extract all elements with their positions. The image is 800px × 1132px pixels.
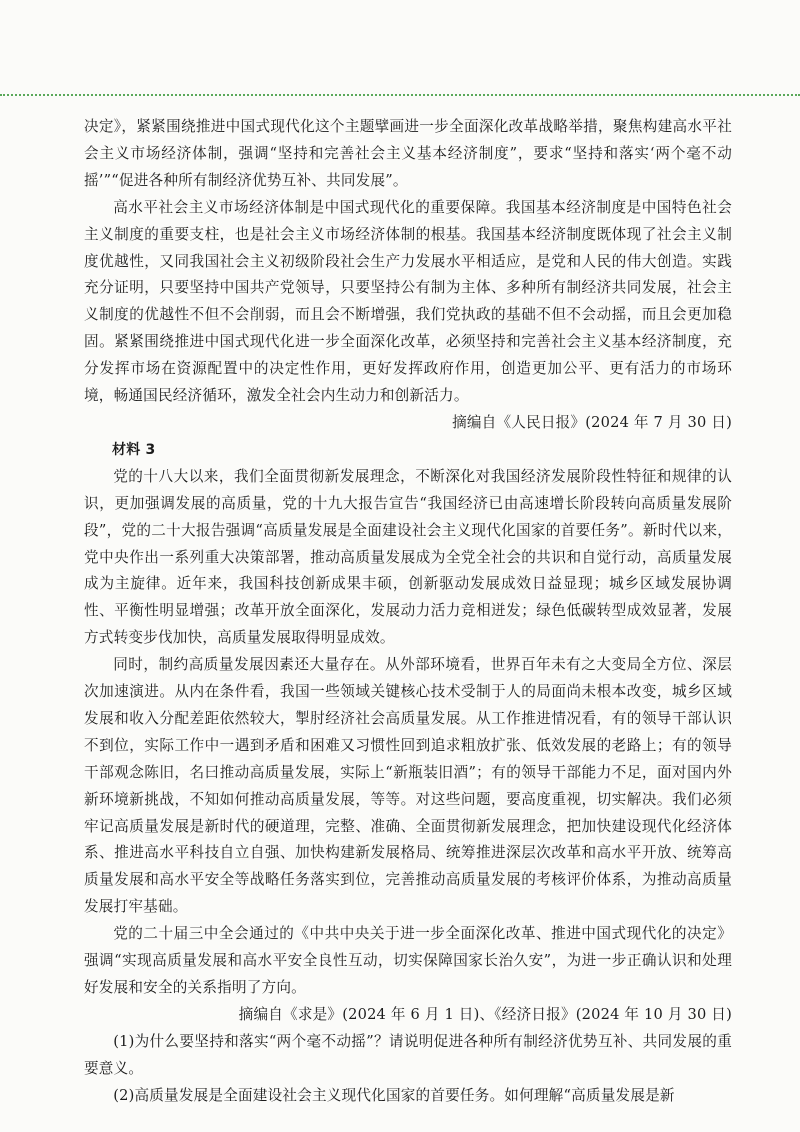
body-paragraph: 高水平社会主义市场经济体制是中国式现代化的重要保障。我国基本经济制度是中国特色社会主义制度的重要支柱，也是社会主义市场经济体制的根基。我国基本经济制度既体现了社会主义制度优越性，又同我国社会主义初级阶段社会生产力发展水平相适应，是党和人民的伟大创造。实践充分证明，只要坚持中国共产党领导，只要坚持公有制为主体、多种所有制经济共同发展，社会主义制度的优越性不但不会削弱，而且会不断增强，我们党执政的基础不但不会动摇，而且会更加稳固。紧紧围绕推进中国式现代化进一步全面深化改革，必须坚持和完善社会主义基本经济制度，充分发挥市场在资源配置中的决定性作用，更好发挥政府作用，创造更加公平、更有活力的市场环境，畅通国民经济循环，激发全社会内生动力和创新活力。	[84, 198, 732, 405]
intro-paragraph: 决定》，紧紧围绕推进中国式现代化这个主题擘画进一步全面深化改革战略举措，聚焦构建高水平社会主义市场经济体制，强调“坚持和完善社会主义基本经济制度”，要求“坚持和落实‘两个毫不动摇’”“促进各种所有制经济优势互补、共同发展”。	[84, 118, 732, 189]
body-paragraph: 同时，制约高质量发展因素还大量存在。从外部环境看，世界百年未有之大变局全方位、深层次加速演进。从内在条件看，我国一些领域关键核心技术受制于人的局面尚未根本改变，城乡区域发展和收入分配差距依然较大，掣肘经济社会高质量发展。从工作推进情况看，有的领导干部认识不到位，实际工作中一遇到矛盾和困难又习惯性回到追求粗放扩张、低效发展的老路上；有的领导干部观念陈旧，名曰推动高质量发展，实际上“新瓶装旧酒”；有的领导干部能力不足，面对国内外新环境新挑战，不知如何推动高质量发展，等等。对这些问题，要高度重视，切实解决。我们必须牢记高质量发展是新时代的硬道理，完整、准确、全面贯彻新发展理念，把加快建设现代化经济体系、推进高水平科技自立自强、加快构建新发展格局、统筹推进深层次改革和高水平开放、统筹高质量发展和高水平安全等战略任务落实到位，完善推动高质量发展的考核评价体系，为推动高质量发展打牢基础。	[84, 656, 732, 916]
question-1: (1)为什么要坚持和落实“两个毫不动摇”？请说明促进各种所有制经济优势互补、共同发展的重要意义。	[84, 1032, 732, 1077]
body-paragraph: 党的十八大以来，我们全面贯彻新发展理念，不断深化对我国经济发展阶段性特征和规律的认识，更加强调发展的高质量，党的十九大报告宣告“我国经济已由高速增长阶段转向高质量发展阶段”，党的二十大报告强调“高质量发展是全面建设社会主义现代化国家的首要任务”。新时代以来，党中央作出一系列重大决策部署，推动高质量发展成为全党全社会的共识和自觉行动，高质量发展成为主旋律。近年来，我国科技创新成果丰硕，创新驱动发展成效日益显现；城乡区域发展协调性、平衡性明显增强；改革开放全面深化，发展动力活力竞相迸发；绿色低碳转型成效显著，发展方式转变步伐加快，高质量发展取得明显成效。	[84, 467, 732, 647]
source-citation: 摘编自《人民日报》(2024 年 7 月 30 日)	[452, 413, 732, 431]
page-body	[84, 114, 732, 1110]
top-dotted-rule	[0, 94, 800, 96]
question-2: (2)高质量发展是全面建设社会主义现代化国家的首要任务。如何理解“高质量发展是新	[113, 1086, 675, 1104]
body-paragraph: 党的二十届三中全会通过的《中共中央关于进一步全面深化改革、推进中国式现代化的决定》强调“实现高质量发展和高水平安全良性互动，切实保障国家长治久安”，为进一步正确认识和处理好发展和安全的关系指明了方向。	[84, 925, 732, 996]
material-heading: 材料 3	[112, 441, 156, 458]
source-citation: 摘编自《求是》(2024 年 6 月 1 日)、《经济日报》(2024 年 10 月 30 日)	[238, 1005, 732, 1023]
